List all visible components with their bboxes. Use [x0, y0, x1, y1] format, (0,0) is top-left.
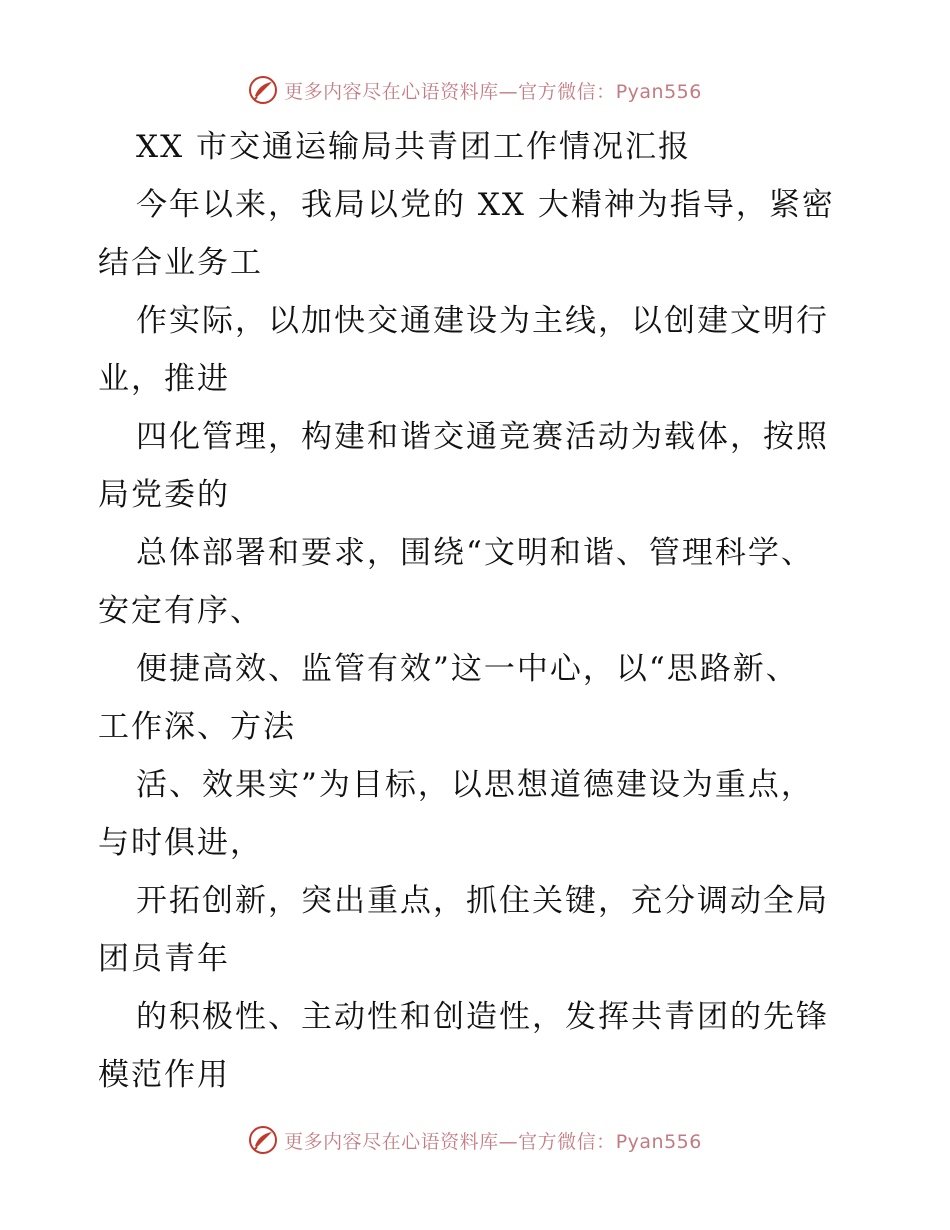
banner-wechat-label: 官方微信：: [518, 80, 616, 103]
banner-separator: —: [498, 1130, 519, 1153]
paragraph-line: 开拓创新，突出重点，抓住关键，充分调动全局: [136, 883, 829, 919]
paragraph-line: 局党委的: [98, 477, 230, 513]
footer-watermark-banner: [0, 1120, 950, 1160]
paragraph-line: 结合业务工: [98, 245, 263, 281]
pen-logo-icon: [248, 75, 278, 105]
paragraph-line: 工作深、方法: [98, 709, 296, 745]
paragraph-line: 团员青年: [98, 941, 230, 977]
paragraph-line: 作实际，以加快交通建设为主线，以创建文明行: [136, 303, 829, 339]
banner-wechat-id: Pyan556: [615, 80, 702, 103]
banner-slogan: 更多内容尽在心语资料库: [284, 80, 499, 103]
paragraph-line: 模范作用: [98, 1057, 230, 1093]
paragraph-line: 今年以来，我局以党的 XX 大精神为指导，紧密: [136, 187, 835, 223]
paragraph-line: 活、效果实”为目标，以思想道德建设为重点，: [136, 767, 814, 803]
banner-wechat-id: Pyan556: [615, 1130, 702, 1153]
paragraph-line: 的积极性、主动性和创造性，发挥共青团的先锋: [136, 999, 829, 1035]
paragraph-line: 便捷高效、监管有效”这一中心，以“思路新、: [136, 651, 799, 687]
banner-wechat-label: 官方微信：: [518, 1130, 616, 1153]
banner-separator: —: [498, 80, 519, 103]
paragraph-line: 业，推进: [98, 361, 230, 397]
pen-logo-icon: [248, 1125, 278, 1155]
paragraph-line: 四化管理，构建和谐交通竞赛活动为载体，按照: [136, 419, 829, 455]
paragraph-line: 与时俱进，: [98, 825, 263, 861]
document-body: [98, 118, 858, 1104]
document-title: XX 市交通运输局共青团工作情况汇报: [136, 129, 691, 165]
banner-text: [284, 77, 702, 104]
banner-slogan: 更多内容尽在心语资料库: [284, 1130, 499, 1153]
paragraph-line: 安定有序、: [98, 593, 263, 629]
header-watermark-banner: [0, 70, 950, 110]
banner-text: [284, 1127, 702, 1154]
paragraph-line: 总体部署和要求，围绕“文明和谐、管理科学、: [136, 535, 814, 571]
